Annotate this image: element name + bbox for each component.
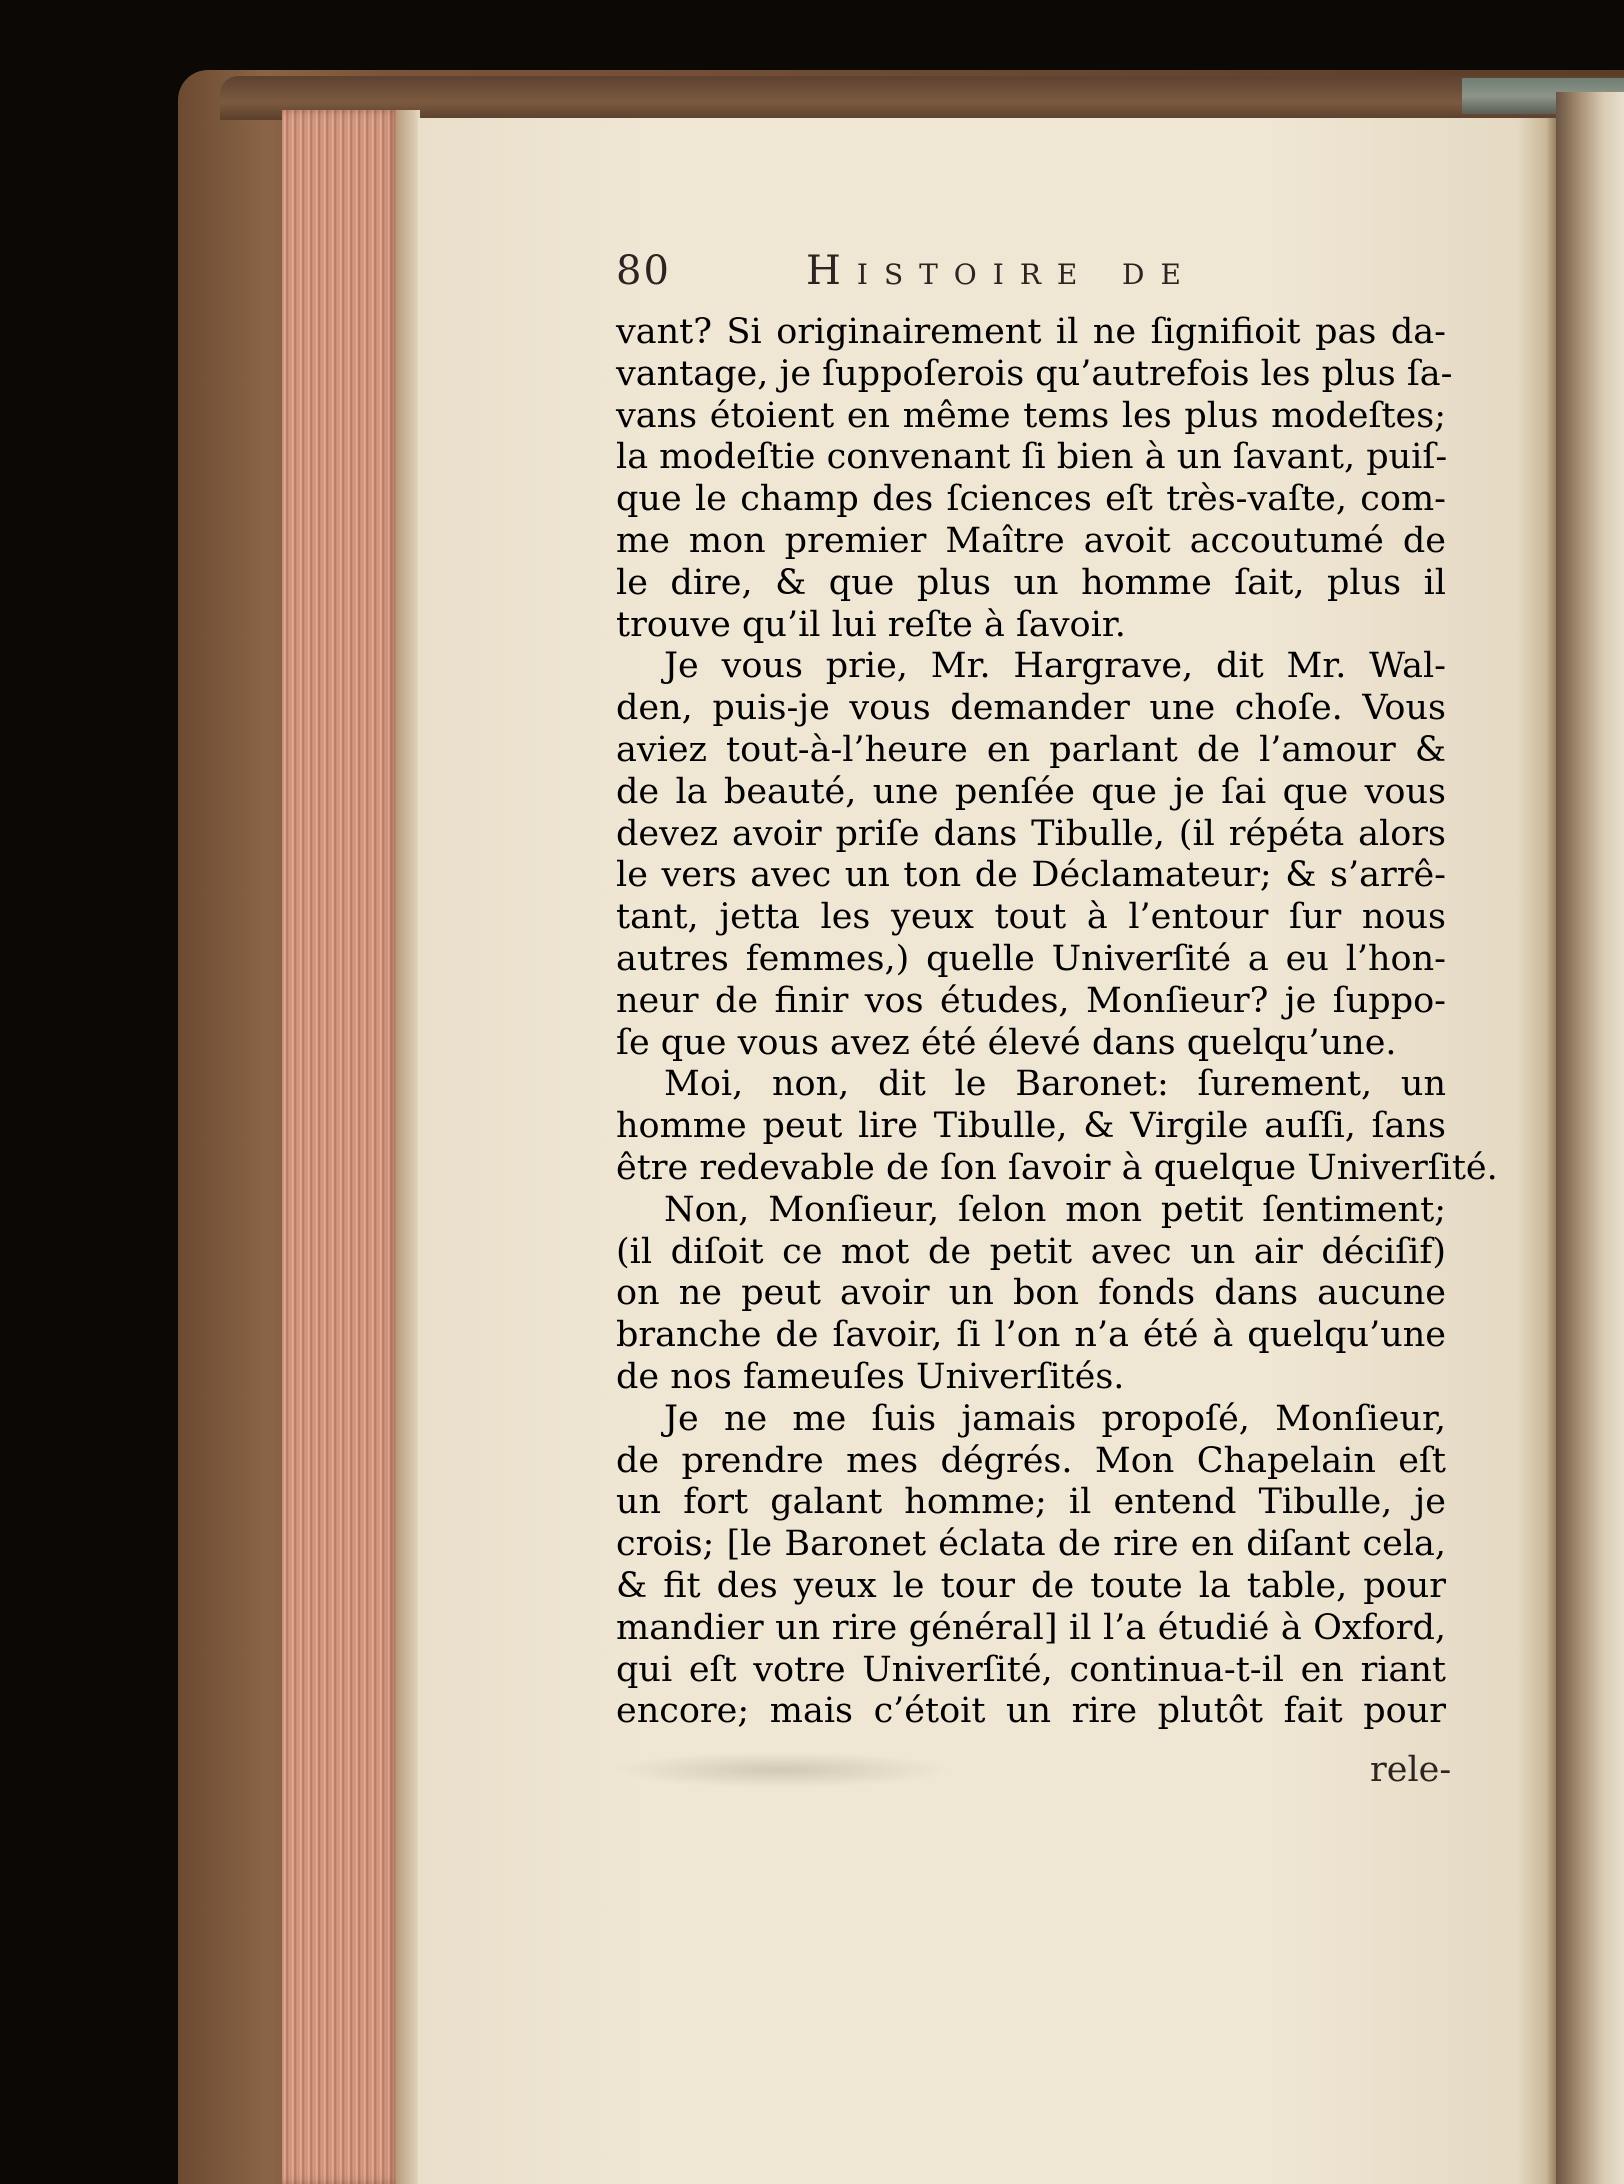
- text-line: (il diſoit ce mot de petit avec un air déciſif): [616, 1231, 1446, 1272]
- text-line: homme peut lire Tibulle, & Virgile auſſi, ſans: [616, 1106, 1446, 1147]
- text-line: vantage, je ſuppoſerois qu’autrefois les plus ſa-: [616, 353, 1453, 394]
- binding-top-edge: [220, 76, 1624, 120]
- text-line: qui eſt votre Univerſité, continua-t-il en riant: [616, 1649, 1446, 1690]
- ink-smudge: [610, 1752, 950, 1788]
- text-line: un fort galant homme; il entend Tibulle, je: [616, 1482, 1446, 1523]
- text-line: de nos fameuſes Univerſités.: [616, 1356, 1125, 1397]
- page-gutter: [1518, 118, 1558, 2184]
- text-line: den, puis-je vous demander une choſe. Vous: [616, 688, 1446, 729]
- facing-page-edge: [1556, 92, 1624, 2184]
- text-line: encore; mais c’étoit un rire plutôt fait pour: [616, 1691, 1446, 1732]
- text-line: & fit des yeux le tour de toute la table, pour: [616, 1565, 1446, 1606]
- text-line: ſe que vous avez été élevé dans quelqu’une.: [616, 1022, 1397, 1063]
- text-line: Je ne me ſuis jamais propoſé, Monſieur,: [664, 1398, 1446, 1439]
- text-line: branche de ſavoir, ſi l’on n’a été à quelqu’une: [616, 1315, 1446, 1356]
- page-edge-shadow: [396, 110, 420, 2184]
- page-number: 80: [616, 248, 671, 294]
- body-text: [616, 312, 1498, 1733]
- text-line: mandier un rire général] il l’a étudié à Oxford,: [616, 1607, 1446, 1648]
- text-line: que le champ des ſciences eſt très-vaſte, com-: [616, 479, 1446, 520]
- text-line: Moi, non, dit le Baronet: ſurement, un: [664, 1064, 1446, 1105]
- text-line: tant, jetta les yeux tout à l’entour ſur nous: [616, 897, 1446, 938]
- text-line: de la beauté, une penſée que je ſai que vous: [616, 771, 1446, 812]
- text-line: être redevable de ſon ſavoir à quelque Univerſité.: [616, 1147, 1498, 1188]
- text-line: crois; [le Baronet éclata de rire en diſant cela,: [616, 1524, 1446, 1565]
- text-line: me mon premier Maître avoit accoutumé de: [616, 520, 1446, 561]
- text-line: vans étoient en même tems les plus modeſtes;: [616, 395, 1446, 436]
- text-line: neur de finir vos études, Monſieur? je ſuppo-: [616, 980, 1446, 1021]
- catchword: rele-: [1370, 1750, 1452, 1790]
- text-line: on ne peut avoir un bon fonds dans aucune: [616, 1273, 1446, 1314]
- text-line: le dire, & que plus un homme ſait, plus il: [616, 562, 1446, 603]
- text-line: Non, Monſieur, ſelon mon petit ſentiment;: [664, 1189, 1446, 1230]
- text-line: devez avoir priſe dans Tibulle, (il répéta alors: [616, 813, 1446, 854]
- text-line: de prendre mes dégrés. Mon Chapelain eſt: [616, 1440, 1446, 1481]
- running-head: Histoire de: [806, 248, 1197, 294]
- text-line: aviez tout-à-l’heure en parlant de l’amour &: [616, 729, 1446, 770]
- text-line: la modeſtie convenant ſi bien à un ſavant, puiſ-: [616, 437, 1448, 478]
- page-header: [616, 248, 1446, 304]
- text-line: autres femmes,) quelle Univerſité a eu l’hon-: [616, 938, 1446, 979]
- text-line: le vers avec un ton de Déclamateur; & s’arrê-: [616, 855, 1446, 896]
- page-block-edge: [282, 110, 400, 2184]
- text-line: trouve qu’il lui reſte à ſavoir.: [616, 604, 1126, 645]
- text-line: vant? Si originairement il ne ſignifioit pas da-: [616, 312, 1446, 352]
- text-line: Je vous prie, Mr. Hargrave, dit Mr. Wal-: [664, 646, 1446, 687]
